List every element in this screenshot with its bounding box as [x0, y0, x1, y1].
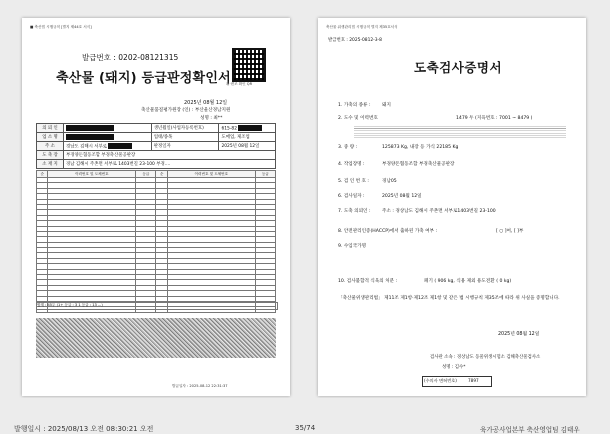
value: 경남 김해시 주촌면 서부로 1403번길 23-100 부경.... [64, 160, 276, 169]
field-value: 폐기 ( 906 kg, 식용 제외 용도전환 ( 0 kg) [424, 279, 512, 284]
issue-date: 2025년 08월 12일 [498, 332, 540, 337]
issue-date: 2025년 08월 12일 [184, 100, 228, 106]
label: 소 재 지 [37, 160, 64, 169]
footer-org: 육가공사업본부 축산영업팀 김태우 [480, 426, 580, 434]
value [64, 124, 152, 133]
form-note: ■ 축산법 시행규칙 [별지 제44호 서식] [30, 25, 92, 29]
column-header: 등급 [255, 171, 275, 178]
field-row [338, 178, 397, 184]
column-header: 등급 [136, 171, 156, 178]
field-row [338, 102, 391, 108]
license-number: 7897 [468, 378, 479, 383]
field-value: 1479 두 (지육번호 : 7001 ~ 8479 ) [456, 116, 533, 121]
footer-issue-time: 발급일자 : 2025-08-12 22:31:37 [172, 384, 228, 388]
inspector-affiliation: 검사관 소속 : 경상남도 동물위생시험소 김해축산물검사소 [430, 355, 541, 360]
field-label: 2. 도수 및 이력번호 [338, 116, 378, 121]
field-row [338, 278, 512, 284]
value [64, 133, 152, 142]
document-title: 도축검사증명서 [414, 60, 503, 75]
value: 부경양돈협동조합 부경축산물공판장 [64, 151, 276, 160]
extra-value: 615-82 [219, 124, 276, 133]
issuer-org: 축산물품질평가원장 (인) : 부산울산경남지원 [141, 108, 231, 113]
field-label: 3. 중 량 : [338, 145, 358, 150]
certificate-number: 발급번호 : 2025-0812-3-8 [328, 38, 382, 43]
field-label: 7. 도축 의뢰인 : [338, 209, 371, 214]
value: 경남도 김해시 서부로 [64, 142, 152, 151]
field-label: 1. 가축의 종류 : [338, 103, 371, 108]
grade-totals: 합계 : 45두 (1+ 등급 : 3 1 등급 : 13 ...) [36, 302, 278, 310]
field-label: 5. 검 인 번 호 : [338, 179, 369, 184]
label: 의 뢰 인 [37, 124, 64, 133]
extra-value: 2025년 08월 12일 [219, 142, 276, 151]
field-value: 돼지 [382, 103, 391, 108]
requester-info-table [36, 123, 276, 169]
field-row [338, 115, 533, 121]
column-header: 이력번호 및 도체번호 [48, 171, 136, 178]
extra-label: 업태/종목 [151, 133, 219, 142]
issuer-name: 성명 : 최** [200, 116, 223, 121]
label: 업 소 명 [37, 133, 64, 142]
redaction [108, 143, 132, 149]
qr-label: 위·변조 확인 QR [226, 82, 253, 86]
field-label: 10. 검사불합격 식육의 처분 : [338, 279, 398, 284]
field-row [338, 144, 459, 150]
redaction [238, 125, 262, 131]
extra-label: 생년월일(사업자등록번호) [151, 124, 219, 133]
field-label: 8. 안전관리인증(HACCP)에서 출하된 가축 여부 : [338, 229, 438, 234]
column-header: 순 [37, 171, 48, 178]
label: 도 축 장 [37, 151, 64, 160]
label: 주 소 [37, 142, 64, 151]
field-value: 주소 : 경상남도 김해시 주촌면 서부로1403번길 23-100 [382, 209, 496, 214]
field-label: 9. 수입국가명 [338, 244, 367, 249]
field-row [338, 228, 524, 234]
inspection-certificate-page [318, 18, 586, 396]
field-value: [ ○ ]여, [ ]부 [496, 229, 524, 234]
extra-label: 판정일자 [151, 142, 219, 151]
field-label: 6. 검사일자 : [338, 194, 365, 199]
footer-issued-at: 발행일시 : 2025/08/13 오전 08:30:21 오전 [14, 425, 154, 433]
field-row [338, 193, 422, 199]
trace-number-grid [36, 170, 276, 313]
license-label: (수의사 면허번호) [424, 378, 457, 383]
inspector-name: 성명 : 김수* [442, 365, 466, 370]
field-value: 부경양돈협동조합 부경축산물공판장 [382, 162, 455, 167]
field-row [338, 243, 366, 249]
field-value: 경남05 [382, 179, 397, 184]
field-value: 2025년 08월 12일 [382, 194, 422, 199]
form-note: 축산물 위생관리법 시행규칙 별지 제35호서식 [326, 25, 398, 29]
document-title: 축산물 (돼지) 등급판정확인서 [56, 71, 231, 86]
field-row [338, 161, 455, 167]
column-header: 이력번호 및 도체번호 [167, 171, 255, 178]
qr-code-icon [232, 48, 266, 82]
redaction [66, 125, 114, 131]
field-value: 125873 Kg, 내장 등 가식 22185 Kg [382, 145, 459, 150]
grade-certificate-page [22, 18, 290, 396]
issue-number: 발급번호 : 0202-08121315 [82, 53, 179, 62]
field-row [338, 208, 496, 214]
security-pattern [36, 318, 276, 358]
redaction [66, 134, 114, 140]
page-number: 35/74 [295, 424, 316, 432]
field-label: 4. 작업장명 : [338, 162, 365, 167]
column-header: 순 [156, 171, 167, 178]
legal-statement: 「축산물위생관리법」 제11조 제1항·제12조 제1항 및 같은 법 시행규칙 제35조에 따라 위 사실을 증명합니다. [338, 296, 560, 301]
extra-value: 도매업, 제조업 [219, 133, 276, 142]
trace-number-list [354, 124, 566, 138]
